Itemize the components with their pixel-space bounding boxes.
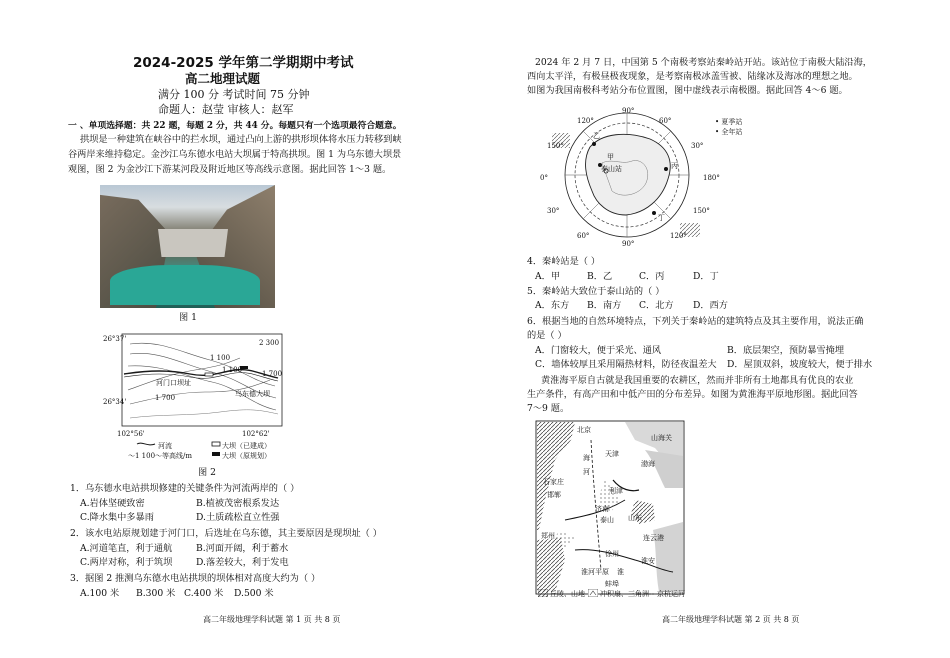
lon-right: 102°62': [242, 430, 270, 438]
q5-option-b[interactable]: B．南方: [587, 300, 622, 311]
q7-intro-line-1: 黄淮海平原自古就是我国重要的农耕区，然而并非所有土地都具有优良的农业: [541, 375, 854, 386]
station-taishan: 泰山站: [601, 165, 622, 173]
deg-120-tl: 120°: [577, 117, 594, 125]
place-shanhaiguan: 山海关: [651, 434, 672, 442]
q6-option-c[interactable]: C．墙体较厚且采用隔热材料，防径夜温差大: [535, 359, 717, 370]
legend-grand-canal: 京杭运河: [657, 590, 685, 598]
q2-option-b[interactable]: B.河面开阔，利于蓄水: [196, 543, 289, 554]
exam-authors: 命题人：赵莹 审核人：赵军: [158, 103, 294, 116]
contour-1700-b: 1 700: [155, 394, 176, 402]
contour-1100-a: 1 100: [210, 354, 231, 362]
place-jinan: 济南: [595, 505, 609, 513]
legend-alluvial-fan: 冲积扇、三角洲: [600, 590, 649, 598]
place-shijiazhuang: 石家庄: [543, 478, 564, 486]
q5-stem: 5．秦岭站大致位于泰山站的（ ）: [527, 286, 665, 297]
q4-option-c[interactable]: C．丙: [639, 271, 665, 282]
q6-option-a[interactable]: A．门窗较大，便于采光、通风: [535, 345, 662, 356]
q1-option-c[interactable]: C.降水集中多暴雨: [80, 512, 154, 523]
q6-stem-line-1: 6．根据当地的自然环境特点，下列关于秦岭站的建筑特点及其主要作用，说法正确: [527, 316, 864, 327]
legend-year-station: • 全年站: [715, 128, 743, 136]
fan-legend-icon: [588, 589, 598, 597]
station-jia: 甲: [607, 153, 614, 161]
exam-subject-title: 高二地理试题: [185, 71, 261, 86]
canal-legend-icon: [643, 592, 655, 596]
q4-intro-line-2: 西向太平洋，有极昼极夜现象，是考察南极冰盖雪被、陆缘冰及海冰的理想之地。: [527, 71, 858, 82]
lon-left: 102°56': [117, 430, 145, 438]
q6-stem-line-2: 的是（ ）: [527, 330, 567, 341]
place-beijing: 北京: [577, 426, 591, 434]
place-taishan: 泰山: [600, 516, 614, 524]
q6-option-d[interactable]: D．屋顶双斜，坡度较大，便于排水: [727, 359, 873, 370]
q3-option-c[interactable]: C.400 米: [184, 588, 224, 599]
q2-option-a[interactable]: A.河道笔直，利于通航: [80, 543, 173, 554]
huanghuaihai-plain-map: [535, 420, 685, 595]
place-bohai: 渤海: [641, 460, 655, 468]
q3-option-d[interactable]: D.500 米: [234, 588, 274, 599]
q1-option-b[interactable]: B.植被茂密根系发达: [196, 498, 280, 509]
page-2-footer: 高二年级地理学科试题 第 2 页 共 8 页: [662, 615, 800, 624]
q7-intro-line-3: 7～9 题。: [527, 403, 570, 414]
exam-score-time: 满分 100 分 考试时间 75 分钟: [158, 88, 310, 101]
figure-1-caption: 图 1: [179, 312, 197, 323]
q4-intro-line-1: 2024 年 2 月 7 日，中国第 5 个南极考察站秦岭站开站。该站位于南极大陆沿海，: [535, 57, 872, 68]
place-handan: 邯郸: [547, 491, 561, 499]
deg-150-l: 150°: [547, 142, 564, 150]
label-huai: 淮: [617, 568, 624, 576]
q4-option-a[interactable]: A．甲: [535, 271, 561, 282]
q1-stem: 1．乌东德水电站拱坝修建的关键条件为河流两岸的（ ）: [70, 483, 300, 494]
lat-top: 26°37': [103, 335, 127, 343]
legend-river: 河流: [158, 442, 172, 450]
station-bing: 丙: [671, 162, 678, 170]
lat-mid: 26°34': [103, 398, 127, 406]
deg-60-bl: 60°: [577, 232, 590, 240]
place-lianyungang: 连云港: [643, 534, 664, 542]
deg-30-r: 30°: [691, 142, 704, 150]
place-huaihe-plain: 淮河平原: [581, 568, 609, 576]
q5-option-a[interactable]: A．东方: [535, 300, 570, 311]
label-hai: 海: [583, 454, 590, 462]
place-tianjin: 天津: [605, 450, 619, 458]
q4-option-d[interactable]: D．丁: [693, 271, 719, 282]
q1-option-a[interactable]: A.岩体坚硬致密: [80, 498, 145, 509]
deg-180: 180°: [703, 174, 720, 182]
deg-120-r: 120°: [670, 232, 687, 240]
exam-title: 2024-2025 学年第二学期期中考试: [133, 55, 354, 71]
legend-dam-planned: 大坝（原规划）: [222, 452, 271, 460]
intro-line-2: 谷两岸来维持稳定。金沙江乌东德水电站大坝属于特高拱坝。图 1 为乌东德大坝景: [68, 149, 402, 160]
deg-150-r: 150°: [693, 207, 710, 215]
station-ding: 丁: [658, 214, 665, 222]
intro-line-1: 拱坝是一种建筑在峡谷中的拦水坝，通过凸向上游的拱形坝体将水压力转移到峡: [80, 134, 402, 145]
deg-30-l: 30°: [547, 207, 560, 215]
deg-60-tr: 60°: [659, 117, 672, 125]
contour-2300: 2 300: [259, 339, 280, 347]
section-heading: 一 、单项选择题：共 22 题，每题 2 分，共 44 分。每题只有一个选项最符合题意。: [68, 121, 402, 131]
legend-summer-station: • 夏季站: [715, 118, 743, 126]
q6-option-b[interactable]: B．底层架空，预防暴雪掩埋: [727, 345, 845, 356]
q3-option-b[interactable]: B.300 米: [136, 588, 176, 599]
deg-90-bot: 90°: [622, 240, 635, 248]
legend-hills: 丘陵、山地: [550, 590, 585, 598]
q4-option-b[interactable]: B．乙: [587, 271, 613, 282]
q3-stem: 3．据图 2 推测乌东德水电站拱坝的坝体相对高度大约为（ ）: [70, 573, 321, 584]
q4-stem: 4．秦岭站是（ ）: [527, 256, 601, 267]
contour-1100-b: 1 100: [222, 366, 243, 374]
place-huaian: 淮安: [641, 557, 655, 565]
page-1-footer: 高二年级地理学科试题 第 1 页 共 8 页: [203, 615, 341, 624]
place-xuzhou: 徐州: [605, 550, 619, 558]
place-wudongde: 乌东德大坝: [235, 390, 270, 398]
q2-option-c[interactable]: C.两岸对称，利于筑坝: [80, 557, 173, 568]
station-yi: 乙: [593, 132, 600, 140]
q3-option-a[interactable]: A.100 米: [80, 588, 120, 599]
legend-dam-built: 大坝（已建成）: [222, 442, 271, 450]
q7-intro-line-2: 生产条件，有高产田和中低产田的分布差异。如图为黄淮海平原地形图。据此回答: [527, 389, 858, 400]
q1-option-d[interactable]: D.土质疏松直立性强: [196, 512, 280, 523]
dam-planned-icon: [211, 451, 221, 457]
place-lijin: 利津: [609, 487, 623, 495]
place-shandong: 山东: [628, 514, 642, 522]
figure-2-caption: 图 2: [198, 467, 216, 478]
deg-90-top: 90°: [622, 107, 635, 115]
q2-option-d[interactable]: D.落差较大，利于发电: [196, 557, 289, 568]
dam-built-icon: [211, 441, 221, 447]
place-zhengzhou: 郑州: [541, 532, 555, 540]
intro-line-3: 观图，图 2 为金沙江下游某河段及附近地区等高线示意图。据此回答 1～3 题。: [68, 164, 392, 175]
dam-photo: [100, 185, 275, 308]
antarctic-polar-map: [542, 103, 712, 243]
q4-intro-line-3: 如图为我国南极科考站分布位置图，图中虚线表示南极圈。据此回答 4～6 题。: [527, 85, 848, 96]
river-legend-icon: [136, 440, 156, 448]
hill-legend-icon: [538, 589, 548, 597]
label-he: 河: [583, 468, 590, 476]
q2-stem: 2．该水电站原规划建于河门口，后选址在乌东德，其主要原因是现坝址（ ）: [70, 528, 382, 539]
place-hemenkou: 河门口坝址: [156, 379, 191, 387]
page-2: [475, 0, 950, 658]
contour-1700-a: 1 700: [262, 370, 283, 378]
legend-contour: ～1 100～等高线/m: [128, 452, 193, 460]
deg-0: 0°: [540, 174, 548, 182]
q5-option-d[interactable]: D．西方: [693, 300, 728, 311]
q5-option-c[interactable]: C．北方: [639, 300, 674, 311]
place-bengbu: 蚌埠: [605, 580, 619, 588]
